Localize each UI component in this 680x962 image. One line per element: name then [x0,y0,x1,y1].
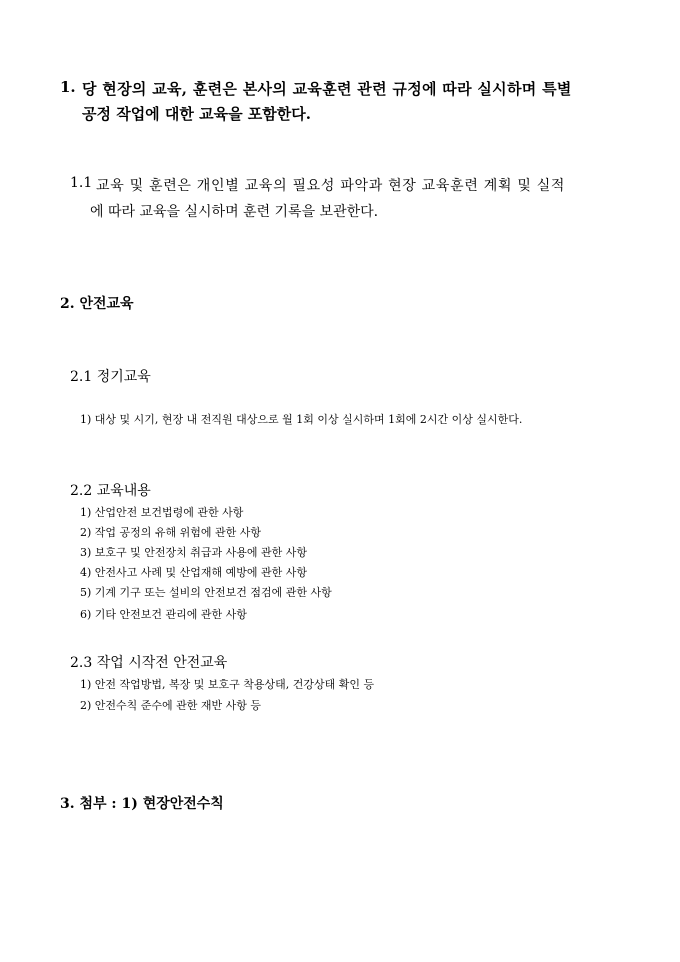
subsection-2-2-title: 2.2 교육내용 [70,483,151,499]
section-1-1-text-line-1: 교육 및 훈련은 개인별 교육의 필요성 파악과 현장 교육훈련 계획 및 실적 [96,178,566,194]
subsection-2-2-item: 5) 기계 기구 또는 설비의 안전보건 점검에 관한 사항 [80,586,332,599]
subsection-2-1-item: 1) 대상 및 시기, 현장 내 전직원 대상으로 월 1회 이상 실시하며 1회에 2시간 이상 실시한다. [80,413,523,426]
section-2-heading: 2. 안전교육 [60,296,134,312]
section-1-1-number: 1.1 [70,175,93,191]
subsection-2-2-item: 2) 작업 공정의 유해 위험에 관한 사항 [80,526,262,539]
section-1-text-line-1: 당 현장의 교육, 훈련은 본사의 교육훈련 관련 규정에 따라 실시하며 특별 [82,80,572,98]
subsection-2-2-item: 6) 기타 안전보건 관리에 관한 사항 [80,608,247,621]
section-1-1-text-line-2: 에 따라 교육을 실시하며 훈련 기록을 보관한다. [90,204,379,220]
subsection-2-2-item: 3) 보호구 및 안전장치 취급과 사용에 관한 사항 [80,546,308,559]
section-1-number: 1. [60,78,76,96]
subsection-2-3-item: 2) 안전수칙 준수에 관한 재반 사항 등 [80,699,262,712]
subsection-2-2-item: 1) 산업안전 보건법령에 관한 사항 [80,506,244,519]
subsection-2-3-item: 1) 안전 작업방법, 복장 및 보호구 착용상태, 건강상태 확인 등 [80,678,375,691]
subsection-2-3-title: 2.3 작업 시작전 안전교육 [70,655,228,671]
section-3-attachment: 3. 첨부 : 1) 현장안전수칙 [60,796,224,812]
subsection-2-1-title: 2.1 정기교육 [70,369,151,385]
section-1-text-line-2: 공정 작업에 대한 교육을 포함한다. [82,105,311,123]
subsection-2-2-item: 4) 안전사고 사례 및 산업재해 예방에 관한 사항 [80,566,308,579]
